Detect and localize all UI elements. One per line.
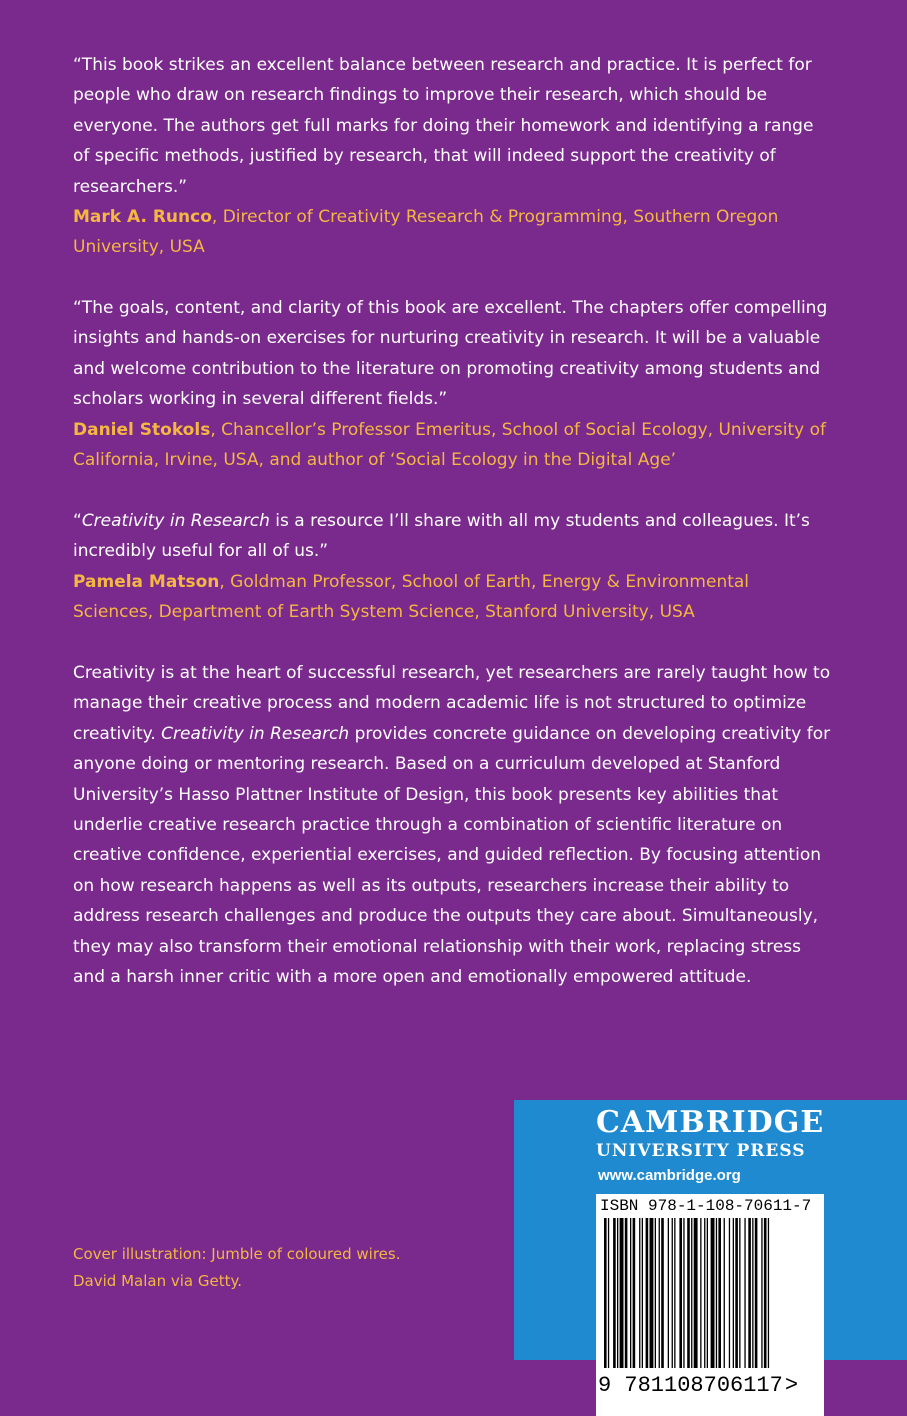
quote-attribution: [73, 207, 778, 257]
quote-runco: [73, 50, 833, 263]
ean-digits-rest: 781108706117: [624, 1373, 783, 1398]
barcode-bars-icon: [604, 1218, 816, 1370]
isbn-barcode: [596, 1194, 824, 1416]
quote-author: Pamela Matson: [73, 571, 220, 592]
blurb-part-1: Creativity is at the heart of successful research, yet researchers are rarely taught how to manage their creative process and modern academic life is not structured to optimize creativity.: [73, 663, 831, 744]
ean-quiet-mark: >: [784, 1373, 799, 1398]
cover-credit-line-2: David Malan via Getty.: [73, 1272, 242, 1290]
quote-affiliation: , Goldman Professor, School of Earth, Energy & Environmental Sciences, Department of Earth System Science, Stanford University, USA: [73, 571, 750, 623]
quote-affiliation: , Chancellor’s Professor Emeritus, School of Social Ecology, University of California, Irvine, USA, and author of ‘Social Ecology in the Digital Age’: [73, 419, 827, 471]
book-blurb: [73, 658, 833, 992]
quote-book-title: Creativity in Research: [81, 511, 270, 531]
quote-author: Mark A. Runco: [73, 207, 212, 228]
ean-digits: [598, 1374, 798, 1398]
publisher-name: CAMBRIDGE: [596, 1105, 825, 1140]
quote-text: “This book strikes an excellent balance between research and practice. It is perfect for people who draw on research findings to improve their research, which should be everyone. The authors get full marks for doing their homework and identifying a range of specific methods, justified by research, that will indeed support the creativity of researchers.”: [73, 55, 814, 197]
quote-matson: [73, 506, 833, 628]
cover-credit-line-1: Cover illustration: Jumble of coloured wires.: [73, 1245, 401, 1263]
blurb-part-2: provides concrete guidance on developing creativity for anyone doing or mentoring research. Based on a curriculum developed at Stanford University’s Hasso Plattner Institute of Design, this book presents key abilities that underlie creative research practice through a combination of scientific literature on creative confidence, experiential exercises, and guided reflection. By focusing attention on how research happens as well as its outputs, researchers increase their ability to address research challenges and produce the outputs they care about. Simultaneously, they may also transform their emotional relationship with their work, replacing stress and a harsh inner critic with a more open and emotionally empowered attitude.: [73, 723, 831, 988]
quote-attribution: [73, 572, 749, 622]
quote-affiliation: , Director of Creativity Research & Programming, Southern Oregon University, USA: [73, 207, 779, 258]
blurb-book-title: Creativity in Research: [161, 723, 350, 744]
ean-first-digit: 9: [598, 1373, 612, 1398]
quote-attribution: [73, 420, 826, 470]
quote-text: “The goals, content, and clarity of this book are excellent. The chapters offer compelling insights and hands-on exercises for nurturing creativity in research. It will be a valuable and welcome contribution to the literature on promoting creativity among students and scholars working in several different fields.”: [73, 298, 828, 410]
quote-text: is a resource I’ll share with all my students and colleagues. It’s incredibly useful for all of us.”: [73, 511, 810, 562]
publisher-subname: UNIVERSITY PRESS: [596, 1141, 806, 1161]
publisher-panel: [514, 1100, 907, 1398]
quote-stokols: [73, 293, 833, 475]
isbn-label: ISBN 978-1-108-70611-7: [600, 1197, 812, 1215]
quote-author: Daniel Stokols: [73, 419, 211, 440]
quote-open: “: [73, 511, 82, 531]
cover-credit: [73, 1241, 400, 1295]
publisher-url: www.cambridge.org: [598, 1167, 741, 1184]
